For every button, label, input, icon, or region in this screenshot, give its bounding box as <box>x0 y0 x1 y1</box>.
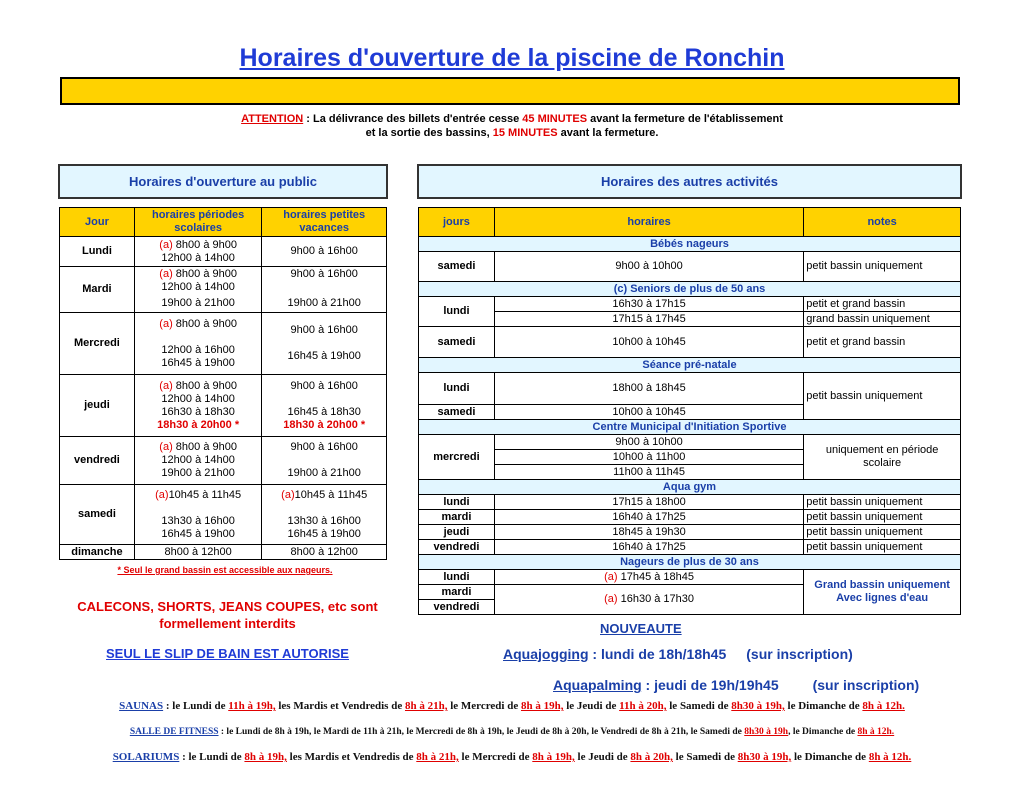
saunas-label: SAUNAS <box>119 700 164 712</box>
sched-text: le Dimanche de <box>784 700 863 712</box>
time: 8h00 à 9h00 <box>172 267 237 280</box>
day-cell: lundi <box>419 495 495 510</box>
day-cell: mardi <box>419 510 495 525</box>
notes-cell: petit bassin uniquement <box>804 373 961 420</box>
time: 19h00 à 21h00 <box>287 296 361 309</box>
public-hours-heading: Horaires d'ouverture au public <box>58 164 388 199</box>
sched-hours: 8h à 19h, <box>532 751 575 763</box>
table-cell: 16h40 à 17h25 <box>494 540 803 555</box>
time: 16h45 à 19h00 <box>161 527 235 540</box>
a-marker: (a) <box>159 238 173 251</box>
a-marker: (a) <box>159 379 173 392</box>
aquapalming-line <box>553 677 919 693</box>
table-cell: 18h00 à 18h45 <box>494 373 803 405</box>
table-cell: 8h00 à 12h00 <box>262 545 387 560</box>
table-cell <box>134 267 262 313</box>
time: 16h45 à 19h00 <box>287 350 361 362</box>
section-header: Bébés nageurs <box>419 237 961 252</box>
day-cell: vendredi <box>60 437 135 485</box>
section-header: Aqua gym <box>419 480 961 495</box>
table-cell <box>262 375 387 437</box>
inscription-note: (sur inscription) <box>812 677 920 693</box>
time: 18h30 à 20h00 * <box>157 418 240 431</box>
sched-hours: 8h à 12h. <box>862 700 905 712</box>
time: 16h30 à 17h30 <box>617 593 695 605</box>
table-cell: 8h00 à 12h00 <box>134 545 262 560</box>
time: 18h30 à 20h00 * <box>283 418 366 431</box>
attention-value: 15 MINUTES <box>492 127 558 139</box>
table-cell: 17h15 à 18h00 <box>494 495 803 510</box>
day-cell: samedi <box>419 252 495 282</box>
section-header: (c) Seniors de plus de 50 ans <box>419 282 961 297</box>
public-hours-table <box>59 207 387 560</box>
sched-hours: 8h à 20h, <box>630 751 673 763</box>
time: 16h45 à 19h00 <box>161 356 235 369</box>
sched-text: : le Lundi de <box>179 751 245 763</box>
table-cell <box>134 437 262 485</box>
time: 8h00 à 9h00 <box>172 317 237 330</box>
col-header: horaires <box>494 208 803 237</box>
attention-text: avant la fermeture. <box>557 127 659 139</box>
table-cell <box>494 570 803 585</box>
page-title: Horaires d'ouverture de la piscine de Ronchin <box>239 44 785 72</box>
time: 10h45 à 11h45 <box>168 488 242 501</box>
day-cell: jeudi <box>419 525 495 540</box>
table-cell <box>262 437 387 485</box>
new-label: NOUVEAUTE <box>600 621 682 636</box>
time: 12h00 à 14h00 <box>161 454 235 466</box>
time: 12h00 à 14h00 <box>161 392 235 405</box>
notes-cell: petit bassin uniquement <box>804 525 961 540</box>
a-marker: (a) <box>159 267 173 280</box>
a-marker: (a) <box>604 570 618 583</box>
sched-hours: 8h à 19h, <box>520 700 564 712</box>
attention-value: 45 MINUTES <box>522 113 588 125</box>
aquajogging-text: : lundi de 18h/18h45 <box>588 646 727 662</box>
time: 9h00 à 16h00 <box>290 267 358 280</box>
sched-hours: 8h30 à 19h <box>744 727 789 737</box>
sched-text: , le Dimanche de <box>788 727 858 737</box>
col-header: horaires périodes scolaires <box>134 208 262 237</box>
table-cell: 9h00 à 16h00 <box>262 237 387 267</box>
table-cell: 16h40 à 17h25 <box>494 510 803 525</box>
day-cell: Mardi <box>60 267 135 313</box>
table-cell <box>134 237 262 267</box>
section-header: Nageurs de plus de 30 ans <box>419 555 961 570</box>
day-cell: mercredi <box>419 435 495 480</box>
notes-cell: grand bassin uniquement <box>804 312 961 327</box>
activities-heading: Horaires des autres activités <box>417 164 962 199</box>
inscription-note: (sur inscription) <box>746 646 853 662</box>
time: 9h00 à 16h00 <box>290 324 358 336</box>
table-cell <box>262 313 387 375</box>
solariums-line <box>0 751 1024 763</box>
table-cell: 18h45 à 19h30 <box>494 525 803 540</box>
sched-hours: 8h30 à 19h, <box>737 751 792 763</box>
section-header: Centre Municipal d'Initiation Sportive <box>419 420 961 435</box>
notes-cell: petit bassin uniquement <box>804 252 961 282</box>
attention-text: et la sortie des bassins, <box>365 127 493 139</box>
time: 17h45 à 18h45 <box>617 570 695 583</box>
time: 16h45 à 18h30 <box>287 405 361 418</box>
fitness-label: SALLE DE FITNESS <box>129 727 219 737</box>
a-marker: (a) <box>604 593 618 605</box>
table-cell: 17h15 à 17h45 <box>494 312 803 327</box>
time: 10h45 à 11h45 <box>294 488 368 501</box>
day-cell: vendredi <box>419 540 495 555</box>
notes-cell: petit et grand bassin <box>804 327 961 358</box>
day-cell: lundi <box>419 297 495 327</box>
footnote: * Seul le grand bassin est accessible aux nageurs. <box>117 565 333 575</box>
table-cell: 10h00 à 10h45 <box>494 405 803 420</box>
notes-cell: uniquement en période scolaire <box>804 435 961 480</box>
attention-text: avant la fermeture de l'établissement <box>587 113 783 125</box>
a-marker: (a) <box>159 317 173 330</box>
time: 13h30 à 16h00 <box>161 514 235 527</box>
sched-text: le Dimanche de <box>791 751 869 763</box>
a-marker: (a) <box>155 488 169 501</box>
day-cell: samedi <box>419 327 495 358</box>
time: 16h30 à 18h30 <box>161 405 235 418</box>
time: 8h00 à 9h00 <box>172 238 237 251</box>
banner-bar <box>60 77 960 105</box>
a-marker: (a) <box>159 441 173 453</box>
time: 12h00 à 16h00 <box>161 343 235 356</box>
table-cell <box>494 585 803 615</box>
saunas-line <box>0 700 1024 712</box>
notes-cell: petit et grand bassin <box>804 297 961 312</box>
notes-cell: petit bassin uniquement <box>804 510 961 525</box>
sched-hours: 8h30 à 19h, <box>731 700 785 712</box>
sched-text: : le Lundi de 8h à 19h, le Mardi de 11h à 21h, le Mercredi de 8h à 19h, le Jeudi de 8h à 20h, le Vendredi de 8h à 21h, le Samedi de <box>218 727 745 737</box>
time: 19h00 à 21h00 <box>161 467 235 479</box>
time: 13h30 à 16h00 <box>287 514 361 527</box>
table-cell: 16h30 à 17h15 <box>494 297 803 312</box>
sched-text: : le Lundi de <box>163 700 229 712</box>
time: 9h00 à 16h00 <box>290 379 358 392</box>
table-cell: 10h00 à 10h45 <box>494 327 803 358</box>
day-cell: lundi <box>419 373 495 405</box>
table-cell <box>262 267 387 313</box>
time: 19h00 à 21h00 <box>161 296 235 309</box>
notes-cell: petit bassin uniquement <box>804 495 961 510</box>
sched-hours: 11h à 20h, <box>619 700 667 712</box>
time: 19h00 à 21h00 <box>287 467 361 479</box>
sched-hours: 8h à 12h. <box>857 727 895 737</box>
day-cell: Mercredi <box>60 313 135 375</box>
day-cell: lundi <box>419 570 495 585</box>
day-cell: dimanche <box>60 545 135 560</box>
sched-hours: 8h à 12h. <box>868 751 912 763</box>
swimwear-notice: SEUL LE SLIP DE BAIN EST AUTORISE <box>106 646 349 661</box>
table-cell <box>262 485 387 545</box>
notes-cell: Grand bassin uniquement Avec lignes d'eau <box>804 570 961 615</box>
day-cell: vendredi <box>419 600 495 615</box>
sched-hours: 8h à 19h, <box>244 751 287 763</box>
activities-table <box>418 207 961 615</box>
table-cell <box>134 375 262 437</box>
table-cell: 9h00 à 10h00 <box>494 252 803 282</box>
solariums-label: SOLARIUMS <box>112 751 180 763</box>
sched-text: le Jeudi de <box>574 751 631 763</box>
table-cell: 10h00 à 11h00 <box>494 450 803 465</box>
col-header: horaires petites vacances <box>262 208 387 237</box>
aquajogging-label: Aquajogging <box>503 646 589 662</box>
table-cell: 11h00 à 11h45 <box>494 465 803 480</box>
day-cell: mardi <box>419 585 495 600</box>
section-header: Séance pré-natale <box>419 358 961 373</box>
col-header: jours <box>419 208 495 237</box>
sched-text: les Mardis et Vendredis de <box>275 700 405 712</box>
notes-cell: petit bassin uniquement <box>804 540 961 555</box>
attention-text: : La délivrance des billets d'entrée cesse <box>303 113 523 125</box>
table-cell <box>134 313 262 375</box>
sched-text: le Mercredi de <box>458 751 533 763</box>
table-cell: 9h00 à 10h00 <box>494 435 803 450</box>
sched-text: le Samedi de <box>672 751 738 763</box>
day-cell: jeudi <box>60 375 135 437</box>
time: 9h00 à 16h00 <box>290 441 358 453</box>
day-cell: Lundi <box>60 237 135 267</box>
col-header: notes <box>804 208 961 237</box>
aquajogging-line <box>503 646 853 662</box>
time: 12h00 à 14h00 <box>161 280 235 293</box>
sched-text: les Mardis et Vendredis de <box>286 751 417 763</box>
day-cell: samedi <box>419 405 495 420</box>
sched-text: le Jeudi de <box>563 700 620 712</box>
time: 8h00 à 9h00 <box>172 441 237 453</box>
sched-text: le Mercredi de <box>447 700 521 712</box>
col-header: Jour <box>60 208 135 237</box>
time: 16h45 à 19h00 <box>287 527 361 540</box>
aquapalming-text: : jeudi de 19h/19h45 <box>641 677 779 693</box>
sched-hours: 11h à 19h, <box>228 700 276 712</box>
sched-text: le Samedi de <box>666 700 732 712</box>
a-marker: (a) <box>281 488 295 501</box>
time: 12h00 à 14h00 <box>161 251 235 264</box>
sched-hours: 8h à 21h, <box>404 700 448 712</box>
aquapalming-label: Aquapalming <box>553 677 642 693</box>
table-cell <box>134 485 262 545</box>
fitness-line <box>0 727 1024 737</box>
prohibited-notice: CALECONS, SHORTS, JEANS COUPES, etc sont formellement interdits <box>77 599 378 631</box>
time: 8h00 à 9h00 <box>172 379 237 392</box>
sched-hours: 8h à 21h, <box>416 751 459 763</box>
attention-notice <box>0 112 1024 140</box>
day-cell: samedi <box>60 485 135 545</box>
attention-label: ATTENTION <box>241 113 304 125</box>
